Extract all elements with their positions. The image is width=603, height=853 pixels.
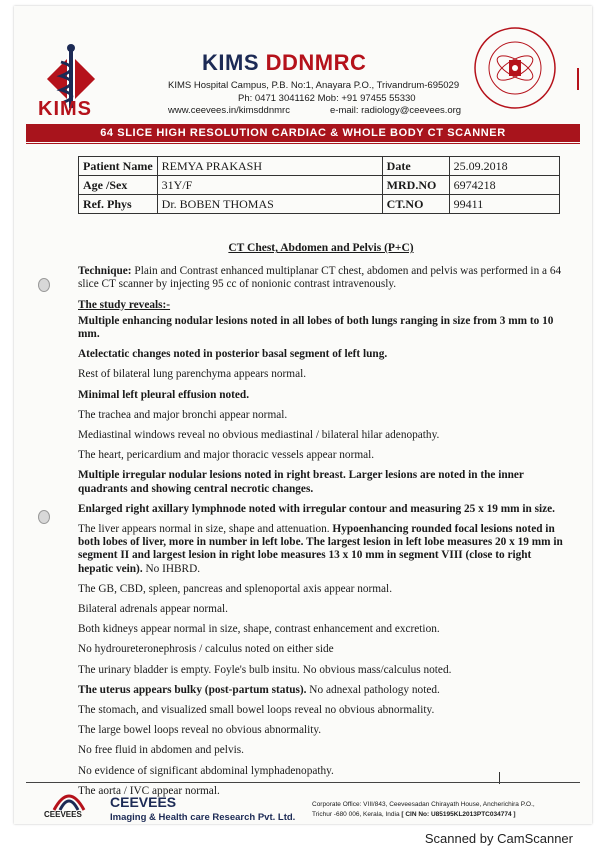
- margin-mark: [577, 68, 579, 90]
- finding: The GB, CBD, spleen, pancreas and splenoportal axis appear normal.: [78, 582, 393, 595]
- finding: The stomach, and visualized small bowel loops reveal no obvious abnormality.: [78, 704, 435, 717]
- finding-part: The uterus appears bulky (post-partum status).: [78, 683, 307, 696]
- finding: The large bowel loops reveal no obvious abnormality.: [78, 724, 322, 737]
- hospital-address: [168, 80, 461, 118]
- page-title: [202, 50, 366, 76]
- table-row: [79, 195, 560, 214]
- patient-name-value: REMYA PRAKASH: [157, 157, 382, 176]
- report-page: [14, 6, 592, 824]
- age-sex-label: Age /Sex: [79, 176, 158, 195]
- finding: Enlarged right axillary lymphnode noted with irregular contour and measuring 25 x 19 mm in size.: [78, 502, 555, 515]
- website-link[interactable]: www.ceevees.in/kimsddnmrc: [168, 105, 290, 116]
- date-label: Date: [382, 157, 449, 176]
- title-ddnmrc: DDNMRC: [265, 50, 367, 75]
- corporate-line-2: [312, 810, 574, 820]
- finding: No free fluid in abdomen and pelvis.: [78, 744, 244, 757]
- ref-phys-label: Ref. Phys: [79, 195, 158, 214]
- finding: The aorta / IVC appear normal.: [78, 784, 220, 797]
- finding: No evidence of significant abdominal lymphadenopathy.: [78, 764, 334, 777]
- technique-paragraph: [78, 265, 564, 291]
- finding: The trachea and major bronchi appear normal.: [78, 408, 288, 421]
- table-row: [79, 157, 560, 176]
- technique-label: Technique:: [78, 265, 132, 278]
- finding: Bilateral adrenals appear normal.: [78, 603, 228, 616]
- footer-divider: [26, 782, 580, 783]
- finding-part: No IHBRD.: [142, 562, 201, 575]
- finding: The heart, pericardium and major thoracic vessels appear normal.: [78, 449, 375, 462]
- finding-part: Hypoenhancing rounded focal lesions noted in both lobes of liver, more in number in left lobe. The largest lesion in left lobe measures 20 x 19 mm in segment II and largest lesion in right lobe measures 13 x 10 mm in segment VIII (close to right hepatic vein).: [78, 523, 563, 575]
- report-body: [78, 242, 564, 805]
- finding: Minimal left pleural effusion noted.: [78, 388, 250, 401]
- corporate-address: [312, 800, 574, 820]
- study-label: The study reveals:-: [78, 298, 171, 311]
- liver-finding: [78, 523, 564, 576]
- uterus-finding: [78, 684, 564, 697]
- finding: No hydroureteronephrosis / calculus noted on either side: [78, 643, 334, 656]
- finding: The urinary bladder is empty. Foyle's bulb insitu. No obvious mass/calculus noted.: [78, 663, 452, 676]
- ceevees-logo-text: CEEVEES: [44, 810, 82, 819]
- finding: Rest of bilateral lung parenchyma appears normal.: [78, 368, 307, 381]
- ct-no-label: CT.NO: [382, 195, 449, 214]
- ref-phys-value: Dr. BOBEN THOMAS: [157, 195, 382, 214]
- finding: Atelectatic changes noted in posterior basal segment of left lung.: [78, 348, 388, 361]
- footer-subtitle: Imaging & Health care Research Pvt. Ltd.: [110, 812, 296, 823]
- cin-number: [ CIN No: U85195KL2013PTC034774 ]: [401, 811, 516, 818]
- technique-text: Plain and Contrast enhanced multiplanar CT chest, abdomen and pelvis was performed in a 64 slice CT scanner by injecting 95 cc of nonionic contrast intravenously.: [78, 265, 562, 291]
- patient-name-label: Patient Name: [79, 157, 158, 176]
- punch-hole: [38, 278, 50, 292]
- finding-part: No adnexal pathology noted.: [306, 683, 440, 696]
- ct-no-value: 99411: [449, 195, 559, 214]
- patient-info-table: [78, 156, 560, 214]
- email-link[interactable]: e-mail: radiology@ceevees.org: [330, 105, 462, 116]
- report-title: CT Chest, Abdomen and Pelvis (P+C): [228, 242, 414, 254]
- banner-divider: [26, 143, 580, 144]
- table-row: [79, 176, 560, 195]
- scanner-banner: 64 SLICE HIGH RESOLUTION CARDIAC & WHOLE BODY CT SCANNER: [26, 124, 580, 142]
- mrd-value: 6974218: [449, 176, 559, 195]
- age-sex-value: 31Y/F: [157, 176, 382, 195]
- contact-line: [168, 105, 461, 118]
- kims-logo-text: KIMS: [38, 98, 92, 120]
- finding: Both kidneys appear normal in size, shape, contrast enhancement and excretion.: [78, 623, 440, 636]
- corporate-line: Corporate Office: VIII/843, Ceeveesadan Chirayath House, Ancherichira P.O.,: [312, 801, 535, 808]
- punch-hole: [38, 510, 50, 524]
- mrd-label: MRD.NO: [382, 176, 449, 195]
- finding: Multiple enhancing nodular lesions noted in all lobes of both lungs ranging in size from 3 mm to 10 mm.: [78, 314, 554, 341]
- finding: Mediastinal windows reveal no obvious mediastinal / bilateral hilar adenopathy.: [78, 429, 440, 442]
- address-line: KIMS Hospital Campus, P.B. No:1, Anayara P.O., Trivandrum-695029: [168, 80, 460, 91]
- finding-part: The liver appears normal in size, shape and attenuation.: [78, 523, 333, 536]
- finding: Multiple irregular nodular lesions noted in right breast. Larger lesions are noted in the inner quadrants and showing central necrotic changes.: [78, 469, 524, 495]
- date-value: 25.09.2018: [449, 157, 559, 176]
- diagnostic-seal-icon: [471, 24, 559, 112]
- title-kims: KIMS: [202, 50, 259, 75]
- scanner-watermark: Scanned by CamScanner: [424, 831, 573, 846]
- corporate-city: Trichur -680 006, Kerala, India: [312, 811, 400, 818]
- phone-line: Ph: 0471 3041162 Mob: +91 97455 55330: [238, 92, 416, 104]
- footer-brand: CEEVEES: [110, 794, 177, 810]
